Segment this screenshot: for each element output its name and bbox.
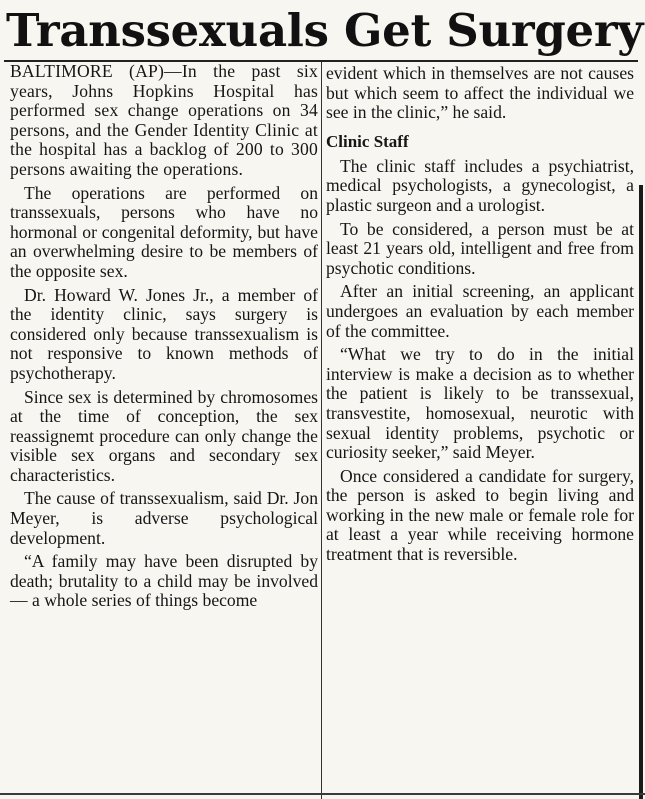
paragraph: Dr. Howard W. Jones Jr., a member of the identity clinic, says surgery is considered only because transsexualism is not responsive to known methods of psychotherapy.: [10, 284, 318, 383]
lead-paragraph: BALTIMORE (AP)—In the past six years, Johns Hopkins Hospital has performed sex change operations on 34 persons, and the Gender Identity Clinic at the hospital has a backlog of 200 to 300 persons awaiting the operations.: [10, 61, 318, 179]
left-column: [10, 62, 318, 615]
paragraph: Since sex is determined by chromosomes at the time of conception, the sex reassignemt procedure can only change the visible sex organs and secondary sex characteristics.: [10, 386, 318, 485]
paragraph: The cause of transsexualism, said Dr. Jon Meyer, is adverse psychological development.: [10, 488, 318, 548]
headline: Transsexuals Get Surgery: [6, 4, 644, 57]
paragraph: “What we try to do in the initial interview is make a decision as to whether the patient is likely to be transsexual, transvestite, homosexual, neurotic with sexual identity problems, psychotic or curiosity seeker,” said Meyer.: [326, 344, 634, 463]
paragraph: The operations are performed on transsexuals, persons who have no hormonal or congenital deformity, but have an overwhelming desire to be members of the opposite sex.: [10, 182, 318, 281]
right-edge-rule: [639, 185, 643, 799]
bottom-edge-rule: [0, 793, 645, 795]
paragraph: Once considered a candidate for surgery, the person is asked to begin living and working in the new male or female role for at least a year while receiving hormone treatment that is reversible.: [326, 465, 634, 565]
paragraph: After an initial screening, an applicant undergoes an evaluation by each member of the committee.: [326, 281, 634, 341]
column-divider: [321, 62, 322, 799]
paragraph: “A family may have been disrupted by death; brutality to a child may be involved — a whole series of things become: [10, 551, 318, 611]
paragraph: The clinic staff includes a psychiatrist, medical psychologists, a gynecologist, a plastic surgeon and a urologist.: [326, 155, 634, 215]
right-column: [326, 64, 634, 569]
paragraph: To be considered, a person must be at least 21 years old, intelligent and free from psychotic conditions.: [326, 218, 634, 278]
subhead: Clinic Staff: [326, 131, 409, 151]
continued-paragraph: evident which in themselves are not causes but which seem to affect the individual we see in the clinic,” he said.: [326, 63, 634, 123]
